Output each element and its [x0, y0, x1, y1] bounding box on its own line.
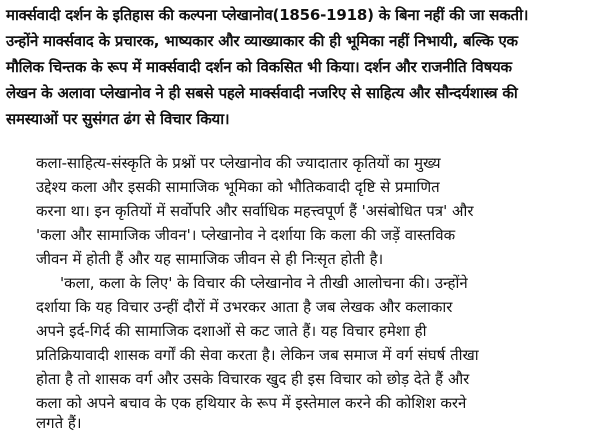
body-line-1: कला-साहित्य-संस्कृति के प्रश्नों पर प्लेखानोव की ज्यादातार कृतियों का मुख्य [36, 154, 441, 172]
intro-line-2: उन्होंने मार्क्सवाद के प्रचारक, भाष्यकार और व्याख्याकार की ही भूमिका नहीं निभायी, बल्कि एक [6, 32, 518, 50]
body-line-7: दर्शाया कि यह विचार उन्हीं दौरों में उभरकर आता है जब लेखक और कलाकार [36, 298, 453, 316]
body-line-10: होता है तो शासक वर्ग और उसके विचारक खुद ही इस विचार को छोड़ देते हैं और [36, 370, 470, 388]
body-line-2: उद्देश्य कला और इसकी सामाजिक भूमिका को भौतिकवादी दृष्टि से प्रमाणित [36, 178, 440, 196]
body-line-9: प्रतिक्रियावादी शासक वर्गों की सेवा करता है। लेकिन जब समाज में वर्ग संघर्ष तीखा [36, 346, 479, 364]
intro-line-5: समस्याओं पर सुसंगत ढंग से विचार किया। [6, 110, 230, 128]
body-line-3: करना था। इन कृतियों में सर्वोपरि और सर्वाधिक महत्त्वपूर्ण हैं 'असंबोधित पत्र' और [36, 202, 474, 220]
body-line-8: अपने इर्द-गिर्द की सामाजिक दशाओं से कट जाते हैं। यह विचार हमेशा ही [36, 322, 427, 340]
body-line-12: लगते हैं। [36, 414, 82, 432]
body-line-11: कला को अपने बचाव के एक हथियार के रूप में इस्तेमाल करने की कोशिश करने [36, 394, 467, 412]
body-line-6: 'कला, कला के लिए' के विचार की प्लेखानोव ने तीखी आलोचना की। उन्होंने [60, 274, 468, 292]
intro-line-1: मार्क्सवादी दर्शन के इतिहास की कल्पना प्लेखानोव(1856-1918) के बिना नहीं की जा सकती। [6, 6, 529, 24]
intro-line-3: मौलिक चिन्तक के रूप में मार्क्सवादी दर्शन को विकसित भी किया। दर्शन और राजनीति विषयक [6, 58, 512, 76]
body-line-4: 'कला और सामाजिक जीवन'। प्लेखानोव ने दर्शाया कि कला की जड़ें वास्तविक [36, 226, 456, 244]
intro-line-4: लेखन के अलावा प्लेखानोव ने ही सबसे पहले मार्क्सवादी नजरिए से साहित्य और सौन्दर्यशास्त्र की [6, 84, 518, 102]
body-line-5: जीवन में होती हैं और यह सामाजिक जीवन से ही निःसृत होती है। [36, 250, 384, 268]
